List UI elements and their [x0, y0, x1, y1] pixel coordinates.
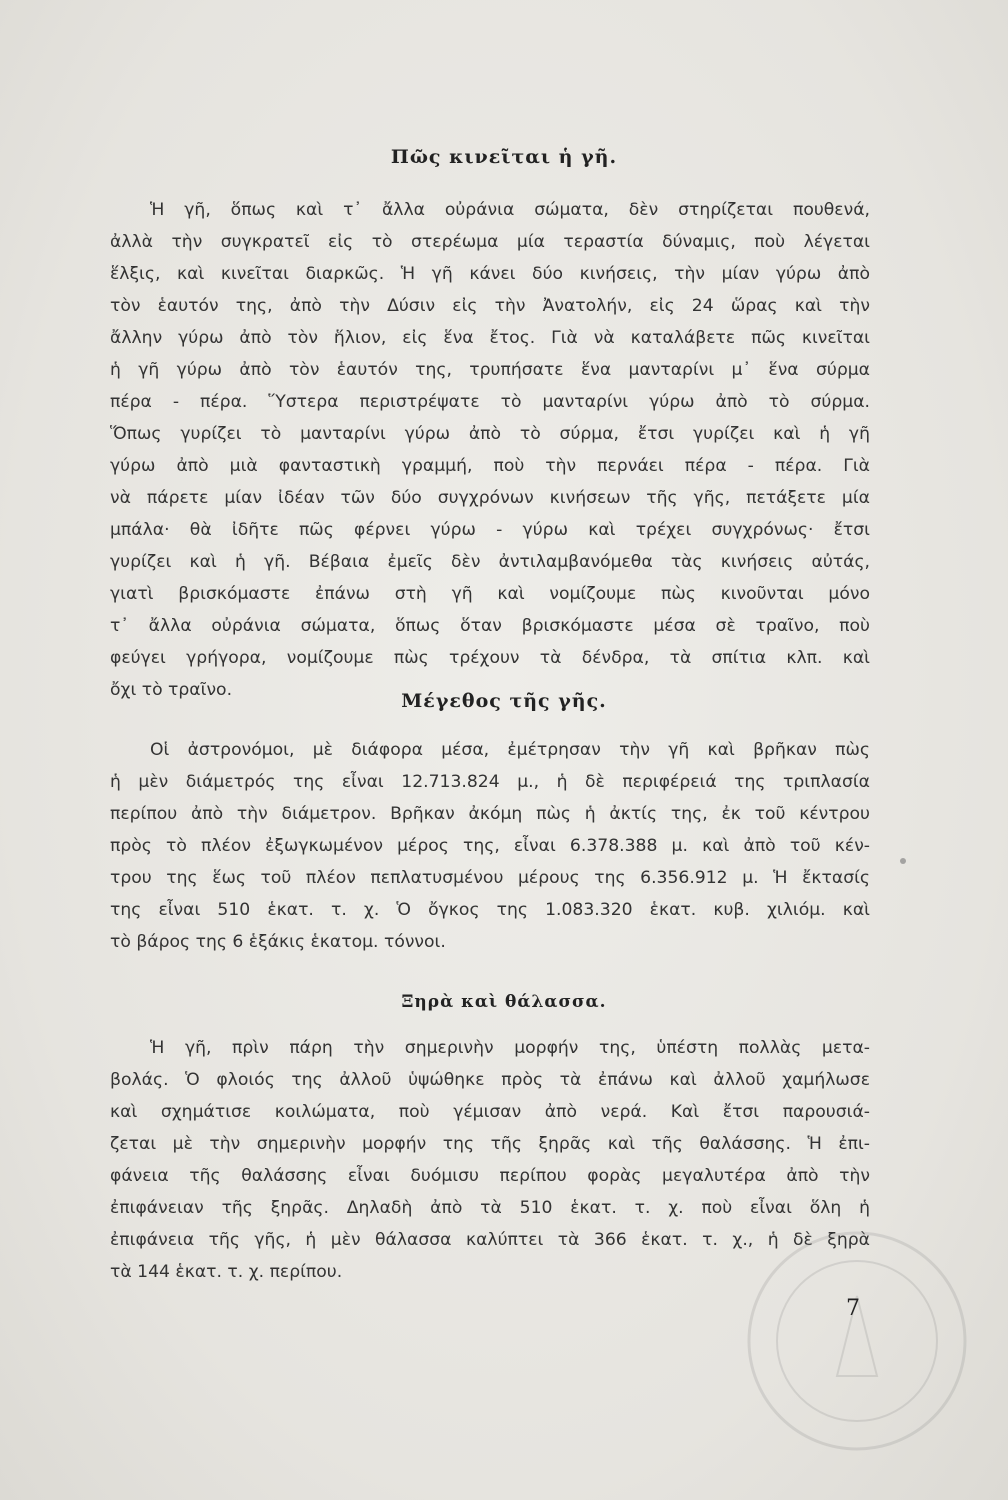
text-line: τὰ 144 ἑκατ. τ. χ. περίπου. — [110, 1262, 343, 1282]
text-line: ἡ μὲν διάμετρός της εἶναι 12.713.824 μ., ἡ δὲ περιφέρειά της τριπλασία — [110, 772, 870, 792]
text-line: ἐπιφάνειαν τῆς ξηρᾶς. Δηλαδὴ ἀπὸ τὰ 510 ἑκατ. τ. χ. ποὺ εἶναι ὅλη ἡ — [110, 1198, 870, 1218]
text-line: γιατὶ βρισκόμαστε ἐπάνω στὴ γῆ καὶ νομίζουμε πὼς κινοῦνται μόνο — [110, 584, 870, 604]
text-line: τρου της ἕως τοῦ πλέον πεπλατυσμένου μέρους της 6.356.912 μ. Ἡ ἔκτασίς — [110, 868, 870, 888]
text-line: γυρίζει καὶ ἡ γῆ. Βέβαια ἐμεῖς δὲν ἀντιλαμβανόμεθα τὰς κινήσεις αὐτάς, — [110, 552, 870, 572]
text-line: περίπου ἀπὸ τὴν διάμετρον. Βρῆκαν ἀκόμη πὼς ἡ ἀκτίς της, ἐκ τοῦ κέντρου — [110, 804, 870, 824]
text-line: Ἡ γῆ, ὅπως καὶ τ᾿ ἄλλα οὐράνια σώματα, δὲν στηρίζεται πουθενά, — [150, 200, 870, 220]
print-speck — [900, 858, 906, 864]
text-line: Ὅπως γυρίζει τὸ μανταρίνι γύρω ἀπὸ τὸ σύρμα, ἔτσι γυρίζει καὶ ἡ γῆ — [110, 424, 870, 444]
text-line: της εἶναι 510 ἑκατ. τ. χ. Ὁ ὄγκος της 1.083.320 ἑκατ. κυβ. χιλιόμ. καὶ — [110, 900, 870, 920]
text-line: τὸν ἑαυτόν της, ἀπὸ τὴν Δύσιν εἰς τὴν Ἀνατολήν, εἰς 24 ὥρας καὶ τὴν — [110, 296, 870, 316]
text-line: πρὸς τὸ πλέον ἐξωγκωμένον μέρος της, εἶναι 6.378.388 μ. καὶ ἀπὸ τοῦ κέν- — [110, 836, 870, 856]
paragraph-earth-motion — [110, 194, 870, 706]
text-line: ἄλλην γύρω ἀπὸ τὸν ἥλιον, εἰς ἕνα ἔτος. Γιὰ νὰ καταλάβετε πῶς κινεῖται — [110, 328, 870, 348]
text-line: ἐπιφάνεια τῆς γῆς, ἡ μὲν θάλασσα καλύπτει τὰ 366 ἑκατ. τ. χ., ἡ δὲ ξηρὰ — [110, 1230, 870, 1250]
text-line: γύρω ἀπὸ μιὰ φανταστικὴ γραμμή, ποὺ τὴν περνάει πέρα - πέρα. Γιὰ — [110, 456, 870, 476]
text-line: τ᾿ ἄλλα οὐράνια σώματα, ὅπως ὅταν βρισκόμαστε μέσα σὲ τραῖνο, ποὺ — [110, 616, 870, 636]
text-line: μπάλα· θὰ ἰδῆτε πῶς φέρνει γύρω - γύρω καὶ τρέχει συγχρόνως· ἔτσι — [110, 520, 870, 540]
text-line: ἀλλὰ τὴν συγκρατεῖ εἰς τὸ στερέωμα μία τεραστία δύναμις, ποὺ λέγεται — [110, 232, 870, 252]
text-line: τὸ βάρος της 6 ἑξάκις ἑκατομ. τόννοι. — [110, 932, 446, 952]
text-line: ὄχι τὸ τραῖνο. — [110, 680, 233, 700]
text-line: φεύγει γρήγορα, νομίζουμε πὼς τρέχουν τὰ δένδρα, τὰ σπίτια κλπ. καὶ — [110, 648, 870, 668]
text-line: βολάς. Ὁ φλοιός της ἀλλοῦ ὑψώθηκε πρὸς τὰ ἐπάνω καὶ ἀλλοῦ χαμήλωσε — [110, 1070, 870, 1090]
paragraph-earth-size — [110, 734, 870, 958]
text-line: Ἡ γῆ, πρὶν πάρη τὴν σημερινὴν μορφήν της, ὑπέστη πολλὰς μετα- — [150, 1038, 870, 1058]
text-line: καὶ σχημάτισε κοιλώματα, ποὺ γέμισαν ἀπὸ νερά. Καὶ ἔτσι παρουσιά- — [110, 1102, 870, 1122]
text-line: φάνεια τῆς θαλάσσης εἶναι δυόμισυ περίπου φορὰς μεγαλυτέρα ἀπὸ τὴν — [110, 1166, 870, 1186]
library-stamp-icon — [742, 1226, 972, 1456]
text-line: πέρα - πέρα. Ὕστερα περιστρέψατε τὸ μανταρίνι γύρω ἀπὸ τὸ σύρμα. — [110, 392, 870, 412]
text-line: ζεται μὲ τὴν σημερινὴν μορφήν της τῆς ξηρᾶς καὶ τῆς θαλάσσης. Ἡ ἐπι- — [110, 1134, 870, 1154]
text-line: Οἱ ἀστρονόμοι, μὲ διάφορα μέσα, ἐμέτρησαν τὴν γῆ καὶ βρῆκαν πὼς — [150, 740, 870, 760]
heading-earth-motion: Πῶς κινεῖται ἡ γῆ. — [390, 146, 618, 168]
page-number: 7 — [846, 1296, 860, 1321]
text-line: νὰ πάρετε μίαν ἰδέαν τῶν δύο συγχρόνων κινήσεων τῆς γῆς, πετάξετε μία — [110, 488, 870, 508]
heading-land-and-sea: Ξηρὰ καὶ θάλασσα. — [401, 992, 607, 1012]
text-line: ἕλξις, καὶ κινεῖται διαρκῶς. Ἡ γῆ κάνει δύο κινήσεις, τὴν μίαν γύρω ἀπὸ — [110, 264, 870, 284]
text-line: ἡ γῆ γύρω ἀπὸ τὸν ἑαυτόν της, τρυπήσατε ἕνα μανταρίνι μ᾿ ἕνα σύρμα — [110, 360, 870, 380]
heading-earth-size: Μέγεθος τῆς γῆς. — [401, 690, 607, 712]
